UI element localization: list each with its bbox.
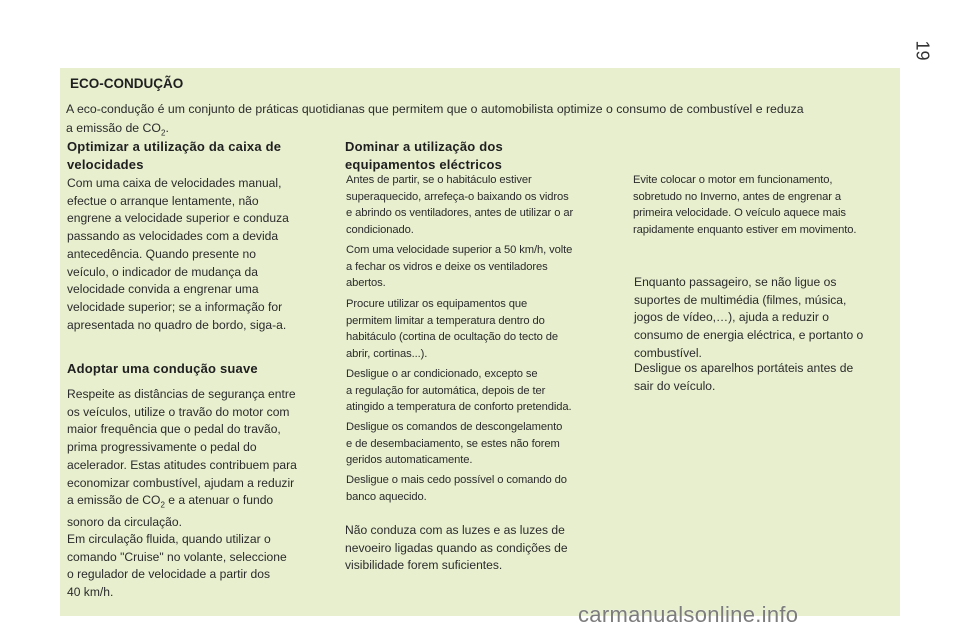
electrical-paragraph-2: [346, 242, 572, 292]
text-line: permitem limitar a temperatura dentro do: [346, 314, 545, 327]
text-line: efectue o arranque lentamente, não: [67, 193, 259, 208]
heading-line: Optimizar a utilização da caixa de: [67, 139, 282, 154]
text-line: sonoro da circulação.: [67, 515, 182, 530]
text-line: a fechar os vidros e deixe os ventiladores: [346, 260, 548, 273]
text-line: habitáculo (cortina de ocultação do tecto de: [346, 331, 559, 344]
intro-paragraph: [66, 100, 896, 142]
multimedia-paragraph: [634, 274, 863, 363]
engine-start-paragraph: [633, 172, 856, 238]
text-line: os veículos, utilize o travão do motor com: [67, 404, 290, 419]
text-line: abertos.: [346, 277, 386, 290]
text-line: velocidade convida a engrenar uma: [67, 282, 259, 297]
lights-paragraph: [345, 522, 568, 575]
text-line: Com uma caixa de velocidades manual,: [67, 176, 282, 190]
text-line: sair do veículo.: [634, 378, 716, 393]
text-line: nevoeiro ligadas quando as condições de: [345, 540, 568, 555]
intro-text: a emissão de CO: [66, 121, 162, 135]
text-line: Enquanto passageiro, se não ligue os: [634, 275, 837, 289]
text: e a atenuar o fundo: [164, 493, 274, 508]
electrical-paragraph-5: [346, 419, 562, 469]
subscript: 2: [160, 500, 165, 510]
text-line: [67, 492, 297, 514]
text-line: rapidamente enquanto estiver em movimento.: [633, 223, 857, 236]
text-line: a regulação for automática, depois de ter: [346, 384, 546, 397]
text: a emissão de CO: [67, 493, 161, 508]
text-line: Respeite as distâncias de segurança entre: [67, 387, 296, 401]
text-line: Com uma velocidade superior a 50 km/h, volte: [346, 244, 573, 256]
heading-smooth-driving: Adoptar uma condução suave: [67, 361, 258, 376]
smooth-driving-paragraph: [67, 386, 297, 532]
text-line: comando "Cruise" no volante, seleccione: [67, 549, 287, 564]
text-line: atingido a temperatura de conforto pretendida.: [346, 401, 572, 414]
heading-line: equipamentos eléctricos: [345, 157, 503, 172]
text-line: antecedência. Quando presente no: [67, 246, 256, 261]
heading-electrical: [345, 138, 503, 174]
heading-line: velocidades: [67, 157, 144, 172]
text-line: geridos automaticamente.: [346, 454, 473, 467]
heading-gearbox: [67, 138, 281, 174]
text-line: veículo, o indicador de mudança da: [67, 264, 258, 279]
text-line: passando as velocidades com a devida: [67, 229, 279, 244]
text-line: 40 km/h.: [67, 585, 114, 600]
text-line: Antes de partir, se o habitáculo estiver: [346, 174, 532, 186]
text-line: Desligue os aparelhos portáteis antes de: [634, 361, 854, 375]
electrical-paragraph-4: [346, 366, 572, 416]
text-line: jogos de vídeo,…), ajuda a reduzir o: [634, 310, 829, 325]
watermark: carmanualsonline.info: [578, 602, 799, 627]
cruise-paragraph: [67, 531, 287, 602]
paragraph-lines: [67, 386, 297, 492]
heading-line: Dominar a utilização dos: [345, 139, 503, 154]
intro-text: .: [165, 121, 169, 135]
text-line: suportes de multimédia (filmes, música,: [634, 292, 847, 307]
text-line: combustível.: [634, 345, 702, 360]
subscript: 2: [161, 128, 166, 138]
text-line: superaquecido, arrefeça-o baixando os vidros: [346, 190, 569, 203]
text-line: Desligue os comandos de descongelamento: [346, 421, 563, 433]
electrical-paragraph-1: [346, 172, 573, 238]
portable-devices-paragraph: [634, 360, 853, 395]
text-line: banco aquecido.: [346, 490, 427, 503]
text-line: Desligue o ar condicionado, excepto se: [346, 368, 538, 380]
text-line: prima progressivamente o pedal do: [67, 440, 257, 455]
page-number: 19: [912, 40, 933, 61]
section-title: ECO-CONDUÇÃO: [70, 76, 184, 91]
text-line: visibilidade forem suficientes.: [345, 558, 503, 573]
text-line: condicionado.: [346, 223, 414, 236]
text-line: o regulador de velocidade a partir dos: [67, 567, 271, 582]
text-line: Evite colocar o motor em funcionamento,: [633, 174, 833, 186]
text-line: e de desembaciamento, se estes não forem: [346, 437, 560, 450]
text-line: Desligue o mais cedo possível o comando do: [346, 474, 567, 486]
text-line: velocidade superior; se a informação for: [67, 299, 283, 314]
text-line: primeira velocidade. O veículo aquece mais: [633, 207, 846, 220]
gearbox-paragraph: [67, 175, 289, 334]
text-line: e abrindo os ventiladores, antes de utilizar o ar: [346, 207, 574, 220]
text-line: apresentada no quadro de bordo, siga-a.: [67, 317, 287, 332]
electrical-paragraph-3: [346, 296, 558, 362]
text-line: consumo de energia eléctrica, e portanto o: [634, 328, 864, 343]
text-line: acelerador. Estas atitudes contribuem para: [67, 457, 297, 472]
text-line: maior frequência que o pedal do travão,: [67, 422, 281, 437]
text-line: Em circulação fluida, quando utilizar o: [67, 532, 271, 546]
text-line: Não conduza com as luzes e as luzes de: [345, 523, 565, 537]
text-line: economizar combustível, ajudam a reduzir: [67, 475, 295, 490]
text-line: engrene a velocidade superior e conduza: [67, 211, 289, 226]
text-line: Procure utilizar os equipamentos que: [346, 298, 528, 310]
intro-line: A eco-condução é um conjunto de práticas quotidianas que permitem que o automobilista optimize o consumo de combustível e reduza: [66, 102, 804, 116]
text-line: sobretudo no Inverno, antes de engrenar a: [633, 190, 841, 203]
electrical-paragraph-6: [346, 472, 567, 505]
text-line: abrir, cortinas...).: [346, 347, 428, 360]
